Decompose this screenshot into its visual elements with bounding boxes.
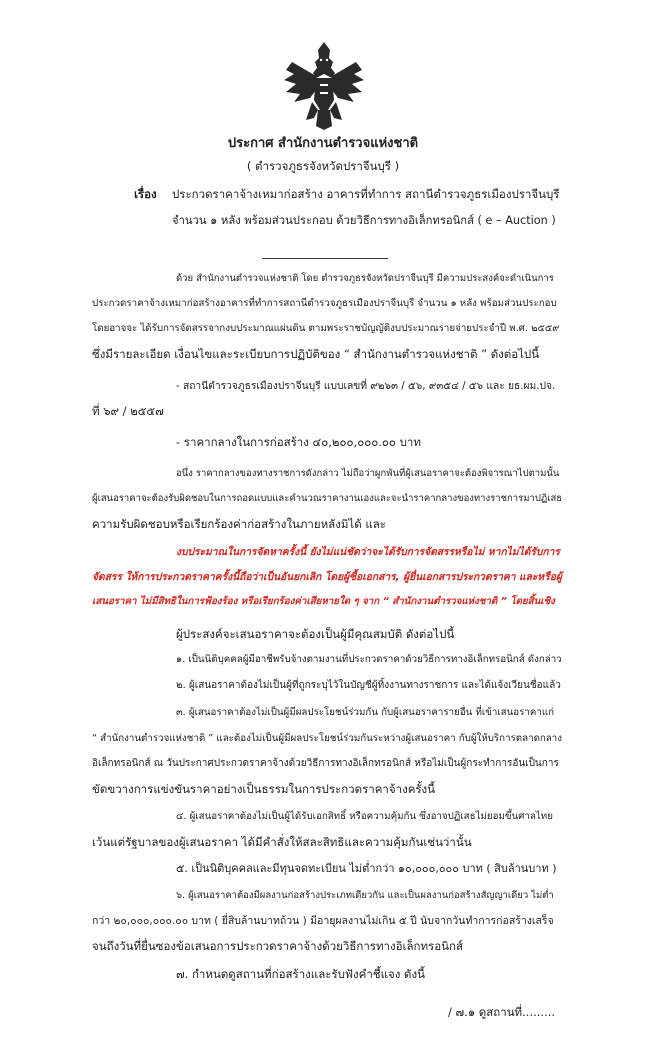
paragraph-2-line-3: ความรับผิดชอบหรือเรียกร้องค่าก่อสร้างในภายหลังมิได้ และ bbox=[92, 517, 386, 531]
paragraph-1-line-2: ประกวดราคาจ้างเหมาก่อสร้างอาคารที่ทำการสถานีตำรวจภูธรเมืองปราจีนบุรี จำนวน ๑ หลัง พร้อมส่วนประกอบ bbox=[92, 298, 557, 309]
document-subtitle: ( ตำรวจภูธรจังหวัดปราจีนบุรี ) bbox=[246, 159, 400, 173]
qualification-1: ๑. เป็นนิติบุคคลผู้มีอาชีพรับจ้างตามงานที่ประกวดราคาด้วยวิธีการทางอิเล็กทรอนิกส์ ดังกล่าว bbox=[176, 654, 562, 665]
paragraph-1-line-3: โดยอาจจะ ได้รับการจัดสรรจากงบประมาณแผ่นดิน ตามพระราชบัญญัติงบประมาณรายจ่ายประจำปี พ.ศ. ๒๕๕๙ bbox=[92, 323, 560, 334]
qualification-2: ๒. ผู้เสนอราคาต้องไม่เป็นผู้ที่ถูกระบุไว้ในบัญชีผู้ทิ้งงานทางราชการ และได้แจ้งเวียนชื่อแล้ว bbox=[176, 680, 561, 691]
qualification-6-line-1: ๖. ผู้เสนอราคาต้องมีผลงานก่อสร้างประเภทเดียวกัน และเป็นผลงานก่อสร้างสัญญาเดียว ไม่ต่ำ bbox=[176, 890, 554, 901]
title-divider bbox=[262, 258, 388, 259]
bullet-1-line-2: ที่ ๖๙ / ๒๕๕๗ bbox=[92, 404, 164, 418]
paragraph-1-line-4: ซึ่งมีรายละเอียด เงื่อนไขและระเบียบการปฏิบัติของ “ สำนักงานตำรวจแห่งชาติ ” ดังต่อไปนี้ bbox=[92, 347, 540, 361]
subject-label: เรื่อง bbox=[134, 187, 157, 201]
paragraph-2-line-2: ผู้เสนอราคาจะต้องรับผิดชอบในการถอดแบบและคำนวณราคางานเองและจะนำราคากลางของทางราชการมาปฏิเสธ bbox=[92, 493, 563, 504]
garuda-emblem bbox=[282, 40, 366, 132]
paragraph-1-line-1: ด้วย สำนักงานตำรวจแห่งชาติ โดย ตำรวจภูธรจังหวัดปราจีนบุรี มีความประสงค์จะดำเนินการ bbox=[176, 273, 554, 284]
qualification-6-line-2: กว่า ๒๐,๐๐๐,๐๐๐.๐๐ บาท ( ยี่สิบล้านบาทถ้วน ) มีอายุผลงานไม่เกิน ๕ ปี นับจากวันทำการก่อสร้างเสร็จ bbox=[92, 915, 554, 927]
qualification-intro: ผู้ประสงค์จะเสนอราคาจะต้องเป็นผู้มีคุณสมบัติ ดังต่อไปนี้ bbox=[176, 627, 455, 641]
qualification-3-line-2: “ สำนักงานตำรวจแห่งชาติ ” และต้องไม่เป็นผู้มีผลประโยชน์ร่วมกันระหว่างผู้เสนอราคา กับผู้ให้บริการตลาดกลาง bbox=[92, 733, 563, 744]
document-title: ประกาศ สำนักงานตำรวจแห่งชาติ bbox=[227, 136, 419, 151]
qualification-7: ๗. กำหนดดูสถานที่ก่อสร้างและรับฟังคำชี้แจง ดังนี้ bbox=[176, 967, 425, 981]
qualification-4-line-1: ๔. ผู้เสนอราคาต้องไม่เป็นผู้ได้รับเอกสิทธิ์ หรือความคุ้มกัน ซึ่งอาจปฏิเสธไม่ยอมขึ้นศาลไทย bbox=[176, 811, 553, 822]
bullet-1-line-1: - สถานีตำรวจภูธรเมืองปราจีนบุรี แบบเลขที่ ๙๒๖๓ / ๕๖, ๙๓๕๔ / ๕๖ และ ยธ.ผม.ปจ. bbox=[176, 380, 556, 392]
paragraph-2-line-1: อนึ่ง ราคากลางของทางราชการดังกล่าว ไม่ถือว่าผูกพันที่ผู้เสนอราคาจะต้องพิจารณาไปตามนั้น bbox=[176, 468, 560, 479]
continuation-note: / ๗.๑ ดูสถานที่......... bbox=[448, 1005, 556, 1019]
qualification-4-line-2: เว้นแต่รัฐบาลของผู้เสนอราคา ได้มีคำสั่งให้สละสิทธิและความคุ้มกันเช่นว่านั้น bbox=[92, 835, 472, 849]
qualification-6-line-3: จนถึงวันที่ยื่นซองข้อเสนอการประกวดราคาจ้างด้วยวิธีการทางอิเล็กทรอนิกส์ bbox=[92, 939, 463, 953]
budget-notice-line-2: จัดสรร ให้การประกวดราคาครั้งนี้ถือว่าเป็นอันยกเลิก โดยผู้ซื้อเอกสาร, ผู้ยื่นเอกสารประกวดราคา และหรือผู้ bbox=[92, 571, 562, 583]
qualification-5: ๕. เป็นนิติบุคคลและมีทุนจดทะเบียน ไม่ต่ำกว่า ๑๐,๐๐๐,๐๐๐ บาท ( สิบล้านบาท ) bbox=[176, 862, 557, 875]
bullet-2: - ราคากลางในการก่อสร้าง ๔๐,๒๐๐,๐๐๐.๐๐ บาท bbox=[176, 435, 421, 449]
subject-line-2: จำนวน ๑ หลัง พร้อมส่วนประกอบ ด้วยวิธีการทางอิเล็กทรอนิกส์ ( e – Auction ) bbox=[172, 214, 556, 227]
qualification-3-line-1: ๓. ผู้เสนอราคาต้องไม่เป็นผู้มีผลประโยชน์ร่วมกัน กับผู้เสนอราคารายอื่น ที่เข้าเสนอราคาแก่ bbox=[176, 707, 555, 718]
qualification-3-line-3: อิเล็กทรอนิกส์ ณ วันประกาศประกวดราคาจ้างด้วยวิธีการทางอิเล็กทรอนิกส์ หรือไม่เป็นผู้กระทำการอันเป็นการ bbox=[92, 758, 559, 769]
qualification-3-line-4: ขัดขวางการแข่งขันราคาอย่างเป็นธรรมในการประกวดราคาจ้างครั้งนี้ bbox=[92, 782, 436, 796]
budget-notice-line-3: เสนอราคา ไม่มีสิทธิในการฟ้องร้อง หรือเรียกร้องค่าเสียหายใด ๆ จาก “ สำนักงานตำรวจแห่งชาติ ” โดยสิ้นเชิง bbox=[92, 596, 555, 607]
budget-notice-line-1: งบประมาณในการจัดหาครั้งนี้ ยังไม่แน่ชัดว่าจะได้รับการจัดสรรหรือไม่ หากไม่ได้รับการ bbox=[176, 546, 560, 558]
subject-line-1: ประกวดราคาจ้างเหมาก่อสร้าง อาคารที่ทำการ สถานีตำรวจภูธรเมืองปราจีนบุรี bbox=[172, 187, 560, 201]
